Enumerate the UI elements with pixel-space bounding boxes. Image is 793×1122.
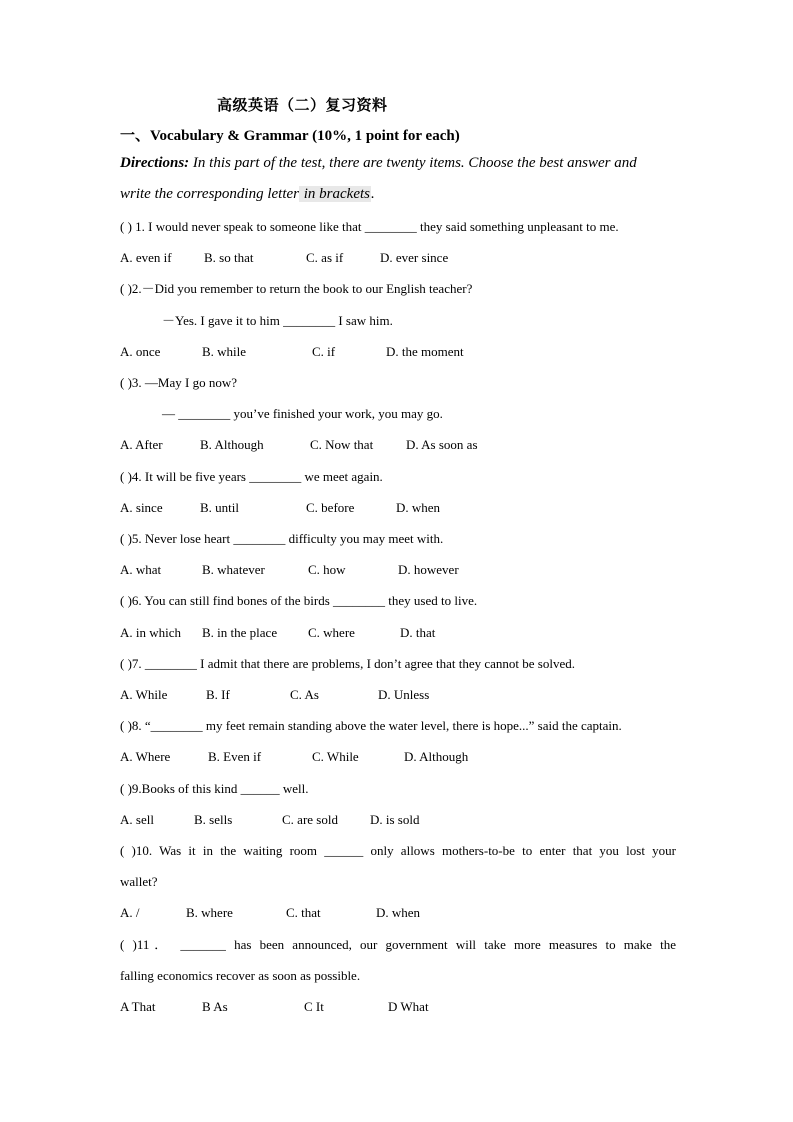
option-b: B As — [202, 999, 228, 1014]
option-d: D. As soon as — [406, 437, 478, 452]
option-d: D. when — [376, 905, 421, 920]
option-d: D. that — [400, 625, 436, 640]
option-d: D. Unless — [378, 687, 430, 702]
option-d: D. Although — [404, 749, 469, 764]
option-a: A. sell — [120, 812, 154, 827]
option-c: C. As — [290, 687, 319, 702]
option-a: A. / — [120, 905, 140, 920]
option-c: C. as if — [306, 250, 344, 265]
directions-text-1: In this part of the test, there are twenty items. Choose the best answer and — [189, 155, 637, 171]
option-b: B. while — [202, 344, 247, 359]
question-10-stem: ( )10. Was it in the waiting room ______ only allows mothers-to-be to enter that you lost your — [120, 843, 676, 858]
option-a: A. Where — [120, 749, 171, 764]
option-a: A. even if — [120, 250, 172, 265]
question-11-stem: ( )11． _______ has been announced, our government will take more measures to make the — [120, 937, 676, 952]
option-c: C. if — [312, 344, 336, 359]
option-b: B. Although — [200, 437, 264, 452]
directions-text-2: write the corresponding letter — [120, 186, 300, 202]
question-7-stem: ( )7. ________ I admit that there are problems, I don’t agree that they cannot be solved. — [120, 656, 575, 671]
question-10-stem-cont: wallet? — [120, 874, 158, 889]
option-c: C. are sold — [282, 812, 338, 827]
option-a: A. since — [120, 500, 163, 515]
option-b: B. in the place — [202, 625, 278, 640]
option-d: D. is sold — [370, 812, 420, 827]
option-a: A. While — [120, 687, 168, 702]
option-b: B. sells — [194, 812, 233, 827]
directions-highlight: in brackets — [300, 186, 370, 202]
option-d: D. however — [398, 562, 459, 577]
question-2-stem: ( )2.－Did you remember to return the book to our English teacher? — [120, 281, 473, 296]
question-6-stem: ( )6. You can still find bones of the birds ________ they used to live. — [120, 593, 478, 608]
question-3-stem: ( )3. —May I go now? — [120, 375, 237, 390]
option-b: B. whatever — [202, 562, 265, 577]
question-4-stem: ( )4. It will be five years ________ we meet again. — [120, 469, 383, 484]
option-b: B. until — [200, 500, 240, 515]
option-c: C. how — [308, 562, 346, 577]
option-c: C It — [304, 999, 324, 1014]
option-a: A. what — [120, 562, 162, 577]
question-5-stem: ( )5. Never lose heart ________ difficulty you may meet with. — [120, 531, 444, 546]
option-c: C. Now that — [310, 437, 374, 452]
option-b: B. where — [186, 905, 233, 920]
option-a: A That — [120, 999, 156, 1014]
question-8-stem: ( )8. “________ my feet remain standing above the water level, there is hope...” said the captain. — [120, 718, 622, 733]
option-c: C. While — [312, 749, 359, 764]
directions-line-2 — [120, 186, 680, 203]
option-c: C. that — [286, 905, 321, 920]
option-b: B. so that — [204, 250, 254, 265]
option-a: A. After — [120, 437, 163, 452]
option-b: B. If — [206, 687, 230, 702]
option-d: D. when — [396, 500, 441, 515]
question-2-reply: －Yes. I gave it to him ________ I saw him. — [162, 313, 393, 328]
document-title: 高级英语（二）复习资料 — [217, 96, 388, 114]
section-heading: 一、Vocabulary & Grammar (10%, 1 point for each) — [120, 128, 460, 144]
option-d: D. ever since — [380, 250, 449, 265]
option-c: C. before — [306, 500, 355, 515]
directions-label: Directions: — [120, 155, 190, 171]
option-d: D What — [388, 999, 429, 1014]
question-1-stem: ( ) 1. I would never speak to someone like that ________ they said something unpleasant to me. — [120, 219, 619, 234]
question-3-reply: — ________ you’ve finished your work, you may go. — [162, 406, 443, 421]
directions-text-3: . — [371, 186, 375, 202]
option-a: A. once — [120, 344, 161, 359]
option-d: D. the moment — [386, 344, 464, 359]
option-a: A. in which — [120, 625, 182, 640]
directions-line-1 — [120, 155, 680, 172]
question-9-stem: ( )9.Books of this kind ______ well. — [120, 781, 309, 796]
option-c: C. where — [308, 625, 355, 640]
question-11-stem-cont: falling economics recover as soon as possible. — [120, 968, 361, 983]
option-b: B. Even if — [208, 749, 262, 764]
